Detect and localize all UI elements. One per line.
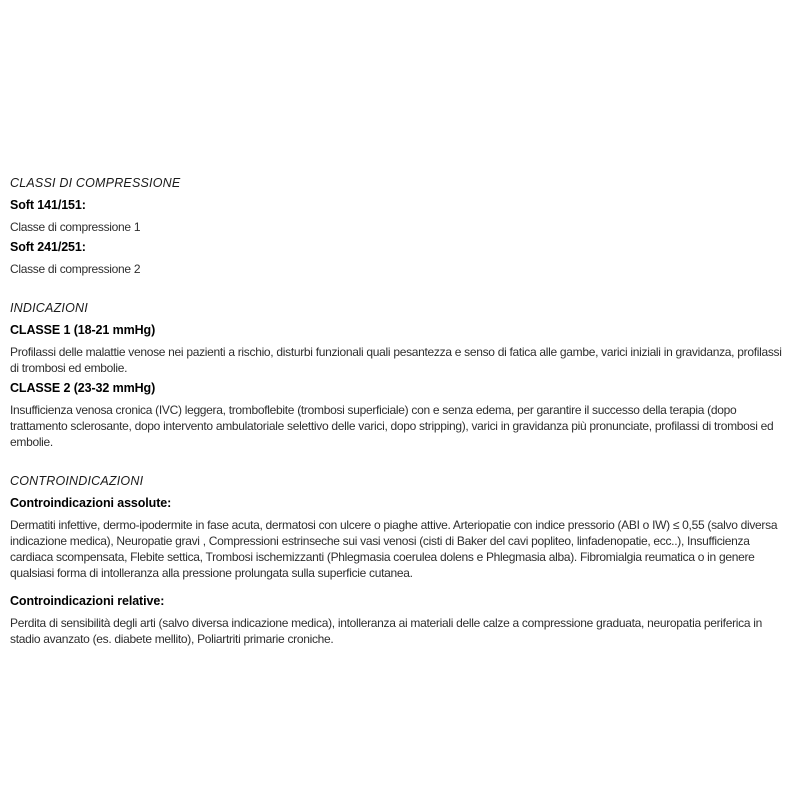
- section-heading-indicazioni: INDICAZIONI: [10, 301, 88, 315]
- paragraph-classe-compressione-2: Classe di compressione 2: [10, 262, 141, 276]
- subheading-classe-1: CLASSE 1 (18-21 mmHg): [10, 323, 156, 337]
- section-classi-di-compressione: [10, 176, 790, 277]
- paragraph-indicazioni-classe-2: Insufficienza venosa cronica (IVC) leggera, tromboflebite (trombosi superficiale) con e senza edema, per garantire il successo della terapia (dopo trattamento sclerosante, dopo intervento ambulatoriale selettivo delle varici, dopo stripping), varici in gravidanza più pronunciate, profilassi di trombosi ed embolie.: [10, 403, 774, 449]
- paragraph-controindicazioni-assolute: Dermatiti infettive, dermo-ipodermite in fase acuta, dermatosi con ulcere o piaghe attive. Arteriopatie con indice pressorio (ABI o IW) ≤ 0,55 (salvo diversa indicazione medica), Neuropatie gravi , Compressioni estrinseche sui vasi venosi (cisti di Baker del cavi popliteo, linfadenopatie, ecc..), Insufficienza cardiaca scompensata, Flebite settica, Trombosi ischemizzanti (Phlegmasia coerulea dolens e Phlegmasia alba). Fibromialgia reumatica o in genere qualsiasi forma di intolleranza alla pressione prolungata sulla superficie cutanea.: [10, 518, 778, 580]
- paragraph-indicazioni-classe-1: Profilassi delle malattie venose nei pazienti a rischio, disturbi funzionali quali pesantezza e senso di fatica alle gambe, varici iniziali in gravidanza, profilassi di trombosi ed embolie.: [10, 345, 782, 375]
- subheading-controindicazioni-assolute: Controindicazioni assolute:: [10, 496, 172, 510]
- section-heading-classi-di-compressione: CLASSI DI COMPRESSIONE: [10, 176, 181, 190]
- section-heading-controindicazioni: CONTROINDICAZIONI: [10, 474, 144, 488]
- section-indicazioni: [10, 301, 790, 450]
- subheading-controindicazioni-relative: Controindicazioni relative:: [10, 594, 165, 608]
- paragraph-classe-compressione-1: Classe di compressione 1: [10, 220, 141, 234]
- section-controindicazioni: [10, 474, 790, 647]
- subheading-soft-141-151: Soft 141/151:: [10, 198, 86, 212]
- subheading-classe-2: CLASSE 2 (23-32 mmHg): [10, 381, 156, 395]
- subheading-soft-241-251: Soft 241/251:: [10, 240, 86, 254]
- paragraph-controindicazioni-relative: Perdita di sensibilità degli arti (salvo diversa indicazione medica), intolleranza ai materiali delle calze a compressione graduata, neuropatia periferica in stadio avanzato (es. diabete mellito), Poliartriti primarie croniche.: [10, 616, 762, 646]
